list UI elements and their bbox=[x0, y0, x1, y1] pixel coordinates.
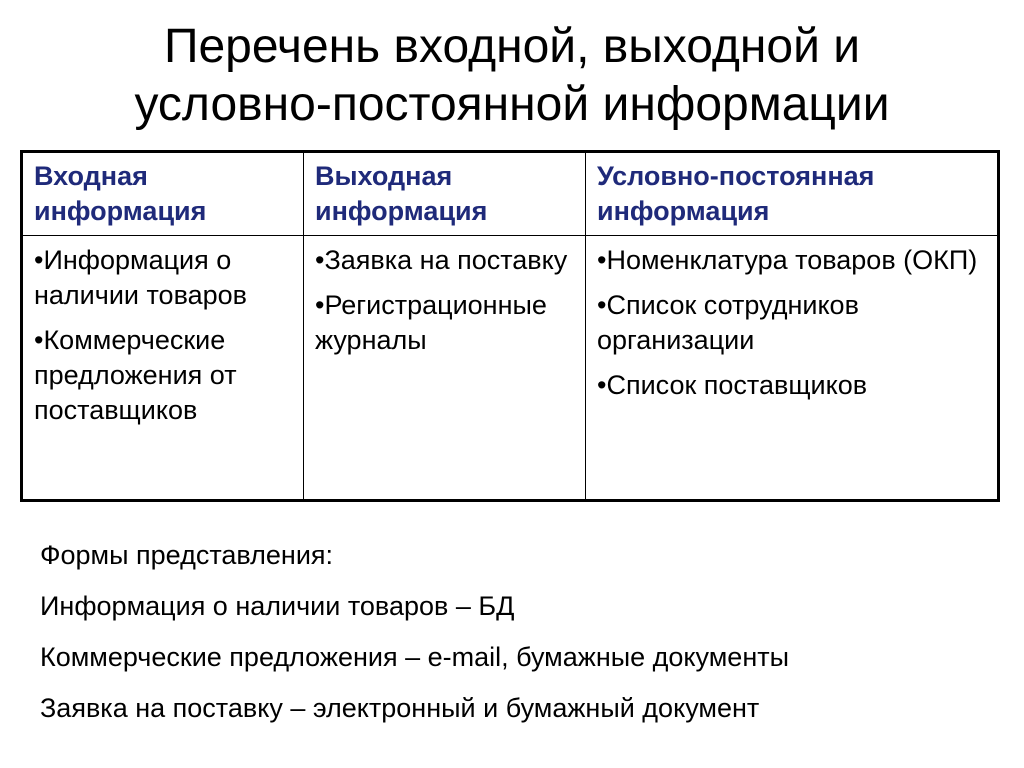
slide-title-line-2: условно-постоянной информации bbox=[134, 78, 890, 131]
list-item: •Номенклатура товаров (ОКП) bbox=[597, 245, 978, 275]
header-input-information: Входная информация bbox=[22, 152, 304, 236]
table-header-row bbox=[22, 152, 999, 236]
forms-line: Информация о наличии товаров – БД bbox=[40, 591, 515, 621]
list-item: •Регистрационные журналы bbox=[315, 290, 547, 355]
information-table bbox=[20, 150, 1000, 502]
slide-title bbox=[0, 18, 1024, 134]
slide-title-line-1: Перечень входной, выходной и bbox=[163, 20, 861, 73]
cell-output-information bbox=[304, 236, 586, 501]
presentation-forms bbox=[40, 538, 789, 742]
cell-input-information bbox=[22, 236, 304, 501]
header-output-information: Выходная информация bbox=[304, 152, 586, 236]
forms-line: Заявка на поставку – электронный и бумажный документ bbox=[40, 693, 760, 723]
forms-heading: Формы представления: bbox=[40, 540, 334, 570]
list-item: •Информация о наличии товаров bbox=[34, 245, 248, 310]
table-row bbox=[22, 236, 999, 501]
list-item: •Коммерческие предложения от поставщиков bbox=[34, 325, 237, 425]
header-constant-information: Условно-постоянная информация bbox=[586, 152, 999, 236]
forms-line: Коммерческие предложения – e-mail, бумажные документы bbox=[40, 642, 789, 672]
list-item: •Заявка на поставку bbox=[315, 245, 568, 275]
cell-constant-information bbox=[586, 236, 999, 501]
list-item: •Список поставщиков bbox=[597, 370, 868, 400]
list-item: •Список сотрудников организации bbox=[597, 290, 859, 355]
